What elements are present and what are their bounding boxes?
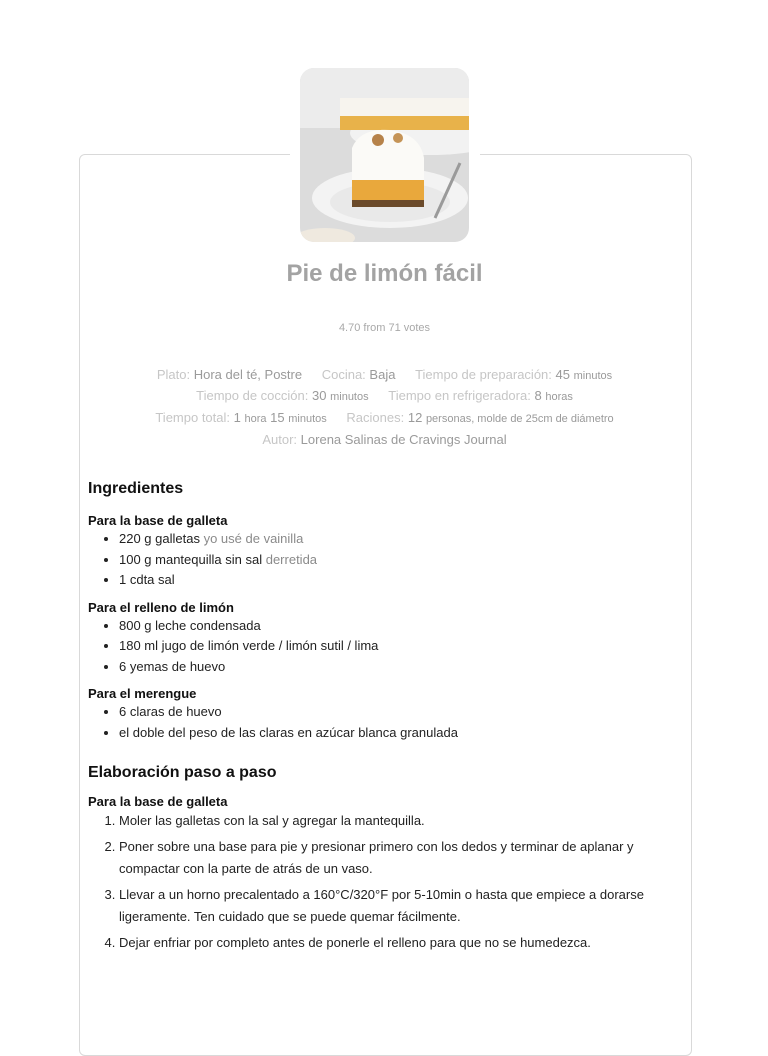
- instruction-list: [88, 810, 678, 954]
- instruction-step: 4. Dejar enfriar por completo antes de ponerle el relleno para que no se humedezca.: [119, 932, 678, 954]
- meta-row: [79, 409, 690, 428]
- meta-cook-time: Tiempo de cocción: 30 minutos: [196, 388, 369, 403]
- instruction-step: 3. Llevar a un horno precalentado a 160°C/320°F por 5-10min o hasta que empiece a dorarse ligeramente. Ten cuidado que se puede quemar fácilmente.: [119, 884, 678, 928]
- ingredient-item: • 180 ml jugo de limón verde / limón sutil / lima: [119, 636, 678, 657]
- meta-cocina: Cocina: Baja: [321, 367, 396, 382]
- ingredient-item: • el doble del peso de las claras en azúcar blanca granulada: [119, 723, 678, 744]
- ingredient-group-title: Para el relleno de limón: [88, 599, 234, 615]
- recipe-photo: [300, 68, 469, 242]
- ingredient-item: • 6 claras de huevo: [119, 702, 678, 723]
- meta-servings: Raciones: 12 personas, molde de 25cm de diámetro: [346, 410, 614, 425]
- rating-text: 4.70 from 71 votes: [338, 322, 431, 334]
- ingredient-list: [88, 616, 678, 678]
- recipe-content: [88, 480, 678, 958]
- recipe-title: Pie de limón fácil: [286, 260, 483, 287]
- ingredient-item: • 1 cdta sal: [119, 570, 678, 591]
- meta-plato: Plato: Hora del té, Postre: [156, 367, 303, 382]
- instructions-heading: Elaboración paso a paso: [88, 764, 277, 781]
- meta-row: [79, 366, 690, 385]
- ingredient-group-title: Para la base de galleta: [88, 513, 228, 528]
- ingredients-heading: Ingredientes: [88, 480, 184, 497]
- ingredient-list: [88, 529, 678, 591]
- ingredient-group-title: Para el merengue: [88, 686, 197, 701]
- ingredient-item: • 6 yemas de huevo: [119, 657, 678, 678]
- meta-prep-time: Tiempo de preparación: 45 minutos: [415, 367, 613, 382]
- ingredient-list: [88, 702, 678, 743]
- ingredient-item: • 100 g mantequilla sin sal derretida: [119, 550, 678, 571]
- ingredient-item: • 220 g galletas yo usé de vainilla: [119, 529, 678, 550]
- meta-fridge-time: Tiempo en refrigeradora: 8 horas: [388, 388, 573, 403]
- meta-row: [79, 431, 690, 449]
- instruction-step: 1. Moler las galletas con la sal y agregar la mantequilla.: [119, 810, 678, 832]
- ingredient-item: • 800 g leche condensada: [119, 616, 678, 637]
- meta-row: [79, 387, 690, 406]
- instruction-step: 2. Poner sobre una base para pie y presionar primero con los dedos y terminar de aplanar y compactar con la parte de atrás de un vaso.: [119, 836, 678, 880]
- meta-total-time: Tiempo total: 1 hora 15 minutos: [155, 410, 327, 425]
- meta-author: Autor: Lorena Salinas de Cravings Journal: [262, 432, 507, 447]
- instruction-group-title: Para la base de galleta: [88, 794, 228, 809]
